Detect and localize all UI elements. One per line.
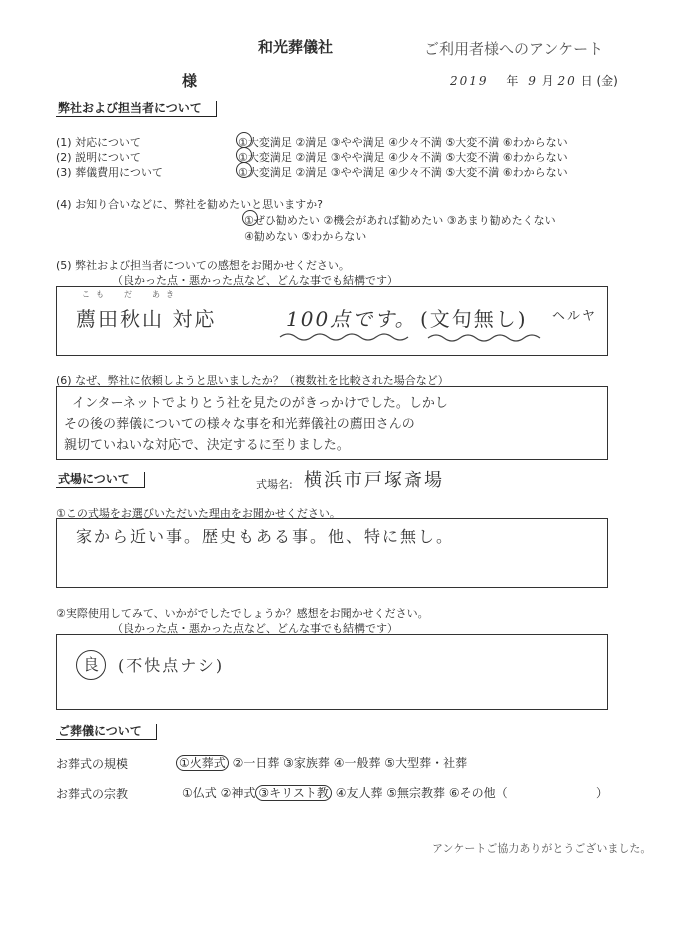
q4-label: (4) お知り合いなどに、弊社を勧めたいと思いますか? xyxy=(56,198,323,211)
date-day-unit: 日 xyxy=(580,74,593,88)
q5-score: 100点です。 xyxy=(286,307,417,331)
date-weekday: (金) xyxy=(596,74,618,88)
date-year-unit: 年 xyxy=(506,74,519,88)
q1-label: (1) 対応について xyxy=(56,136,141,149)
q5-ruby: こも だ あき xyxy=(82,290,180,299)
funeral-religion-pre: ①仏式 ②神式 xyxy=(182,786,256,800)
q5-note: (文句無し) xyxy=(420,307,528,331)
selected-mark xyxy=(242,210,258,226)
funeral-religion-options xyxy=(182,784,508,801)
selected-mark xyxy=(236,132,252,148)
funeral-religion-selected: ③キリスト教 xyxy=(255,785,332,801)
date-year: 2019 xyxy=(450,74,489,88)
venue-q1-label: ①この式場をお選びいただいた理由をお聞かせください。 xyxy=(56,507,341,520)
venue-q1-answer: 家から近い事。歴史もある事。他、特に無し。 xyxy=(76,527,455,546)
venue-name: 横浜市戸塚斎場 xyxy=(304,470,444,491)
honorific: 様 xyxy=(182,72,198,90)
q1-scale xyxy=(238,134,568,150)
q4-options-line2: ④勧めない ⑤わからない xyxy=(244,230,367,243)
venue-q2-mark: 良 xyxy=(76,650,106,680)
selected-mark xyxy=(236,147,252,163)
venue-q2-sublabel: （良かった点・悪かった点など、どんな事でも結構です） xyxy=(112,622,398,635)
funeral-scale-selected: ①火葬式 xyxy=(176,755,229,771)
funeral-religion-rest: ④友人葬 ⑤無宗教葬 ⑥その他（ xyxy=(335,786,508,800)
q5-sublabel: （良かった点・悪かった点など、どんな事でも結構です） xyxy=(112,274,398,287)
survey-title: ご利用者様へのアンケート xyxy=(424,40,604,58)
q2-scale xyxy=(238,149,568,165)
section-heading-funeral: ご葬儀について xyxy=(56,724,157,740)
q6-label: (6) なぜ、弊社に依頼しようと思いましたか？（複数社を比較された場合など） xyxy=(56,374,449,387)
date-month: 9 xyxy=(528,74,538,88)
date-line xyxy=(450,72,618,89)
q6-answer-line2: その後の葬儀についての様々な事を和光葬儀社の薦田さんの xyxy=(64,417,415,432)
selected-mark xyxy=(236,162,252,178)
date-month-unit: 月 xyxy=(541,74,554,88)
funeral-religion-label: お葬式の宗教 xyxy=(56,787,129,801)
q6-answer-line3: 親切ていねいな対応で、決定するに至りました。 xyxy=(64,438,350,453)
funeral-scale-label: お葬式の規模 xyxy=(56,757,129,771)
venue-q2-answer: (不快点ナシ) xyxy=(118,656,225,675)
venue-label: 式場名: xyxy=(256,478,293,491)
q2-label: (2) 説明について xyxy=(56,151,141,164)
funeral-scale-rest: ②一日葬 ③家族葬 ④一般葬 ⑤大型葬・社葬 xyxy=(232,756,468,770)
q1-scale-options: ①大変満足 ②満足 ③やや満足 ④少々不満 ⑤大変不満 ⑥わからない xyxy=(238,136,568,149)
company-name: 和光葬儀社 xyxy=(258,38,334,56)
funeral-scale-options xyxy=(176,754,467,771)
section-heading-staff: 弊社および担当者について xyxy=(56,101,217,117)
footer-thanks: アンケートご協力ありがとうございました。 xyxy=(432,842,652,855)
date-day: 20 xyxy=(557,74,577,88)
section-heading-venue: 式場について xyxy=(56,472,145,488)
funeral-religion-close: ） xyxy=(596,786,609,800)
q3-label: (3) 葬儀費用について xyxy=(56,166,163,179)
q6-answer-line1: インターネットでよりとう社を見たのがきっかけでした。しかし xyxy=(72,396,448,411)
q2-scale-options: ①大変満足 ②満足 ③やや満足 ④少々不満 ⑤大変不満 ⑥わからない xyxy=(238,151,568,164)
q4-options-line1: ①ぜひ勧めたい ②機会があれば勧めたい ③あまり勧めたくない xyxy=(244,212,556,228)
q3-scale xyxy=(238,164,568,180)
q5-tail: ヘルヤ xyxy=(552,309,598,324)
q5-answer-text: 薦田秋山 対応 xyxy=(76,307,217,331)
q5-label: (5) 弊社および担当者についての感想をお聞かせください。 xyxy=(56,259,350,272)
venue-q2-label: ②実際使用してみて、いかがでしたでしょうか？感想をお聞かせください。 xyxy=(56,607,429,620)
q5-wavy-underline xyxy=(278,330,558,344)
q3-scale-options: ①大変満足 ②満足 ③やや満足 ④少々不満 ⑤大変不満 ⑥わからない xyxy=(238,166,568,179)
